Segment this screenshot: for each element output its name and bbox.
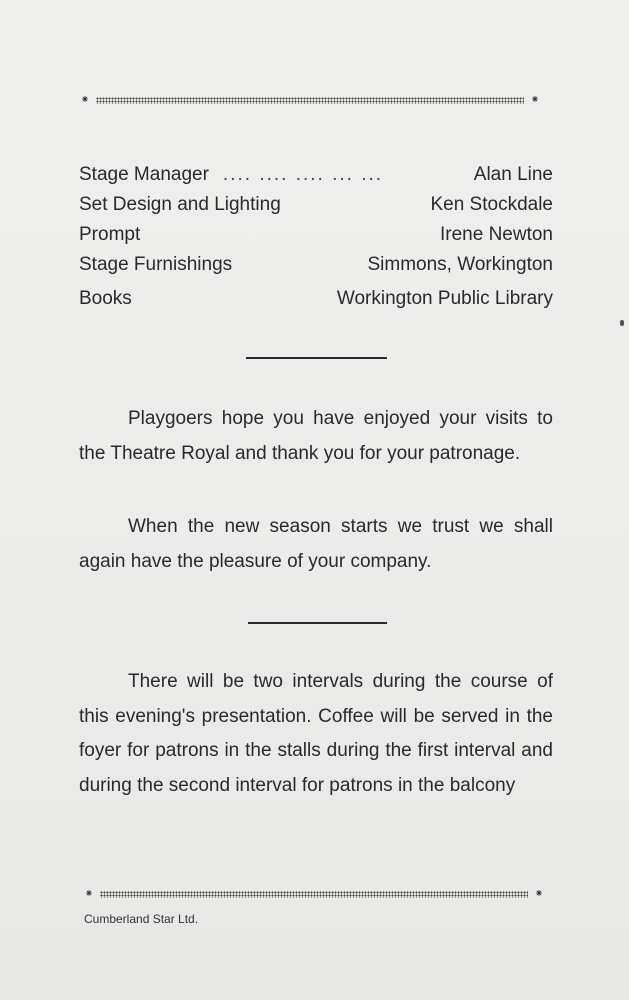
thanks-text: Playgoers hope you have enjoyed your visits to the Theatre Royal and thank you for your patronage. [79, 408, 553, 464]
thanks-paragraph [79, 402, 553, 471]
printer-imprint: Cumberland Star Ltd. [84, 912, 199, 926]
credit-name: Simmons, Workington [367, 254, 553, 275]
credit-leader-dots: .... .... .... ... ... [222, 164, 384, 185]
credit-name: Ken Stockdale [430, 194, 553, 215]
bottom-ornamental-border [82, 889, 546, 899]
section-divider [248, 622, 387, 624]
credit-role: Set Design and Lighting [79, 194, 281, 215]
credit-row [79, 250, 553, 280]
section-divider [246, 357, 387, 359]
credit-role: Stage Furnishings [79, 254, 233, 275]
credit-row [79, 220, 553, 250]
credit-role: Stage Manager [79, 164, 209, 185]
dotted-band [96, 97, 524, 104]
ornament-star-icon: ⁕ [530, 94, 540, 106]
intervals-text: There will be two intervals during the course of this evening's presentation. Coffee will be served in the foyer for patrons in the stalls during the first interval and during the second interval for patrons in the balcony [79, 671, 553, 796]
credit-role: Prompt [79, 224, 141, 245]
ornament-star-icon: ⁕ [84, 888, 94, 900]
ornament-star-icon: ⁕ [80, 94, 90, 106]
ornament-star-icon: ⁕ [534, 888, 544, 900]
production-credits [79, 160, 553, 314]
intervals-paragraph [79, 665, 553, 803]
paper-speck [620, 320, 624, 326]
season-text: When the new season starts we trust we shall again have the pleasure of your company. [79, 516, 553, 572]
credit-name: Irene Newton [439, 224, 553, 245]
credit-row [79, 284, 553, 314]
credit-row [79, 160, 553, 190]
credit-role: Books [79, 288, 132, 309]
season-paragraph [79, 510, 553, 579]
top-ornamental-border [78, 95, 542, 105]
credit-name: Alan Line [473, 164, 553, 185]
dotted-band [100, 891, 528, 898]
credit-name: Workington Public Library [336, 288, 553, 309]
credit-row [79, 190, 553, 220]
